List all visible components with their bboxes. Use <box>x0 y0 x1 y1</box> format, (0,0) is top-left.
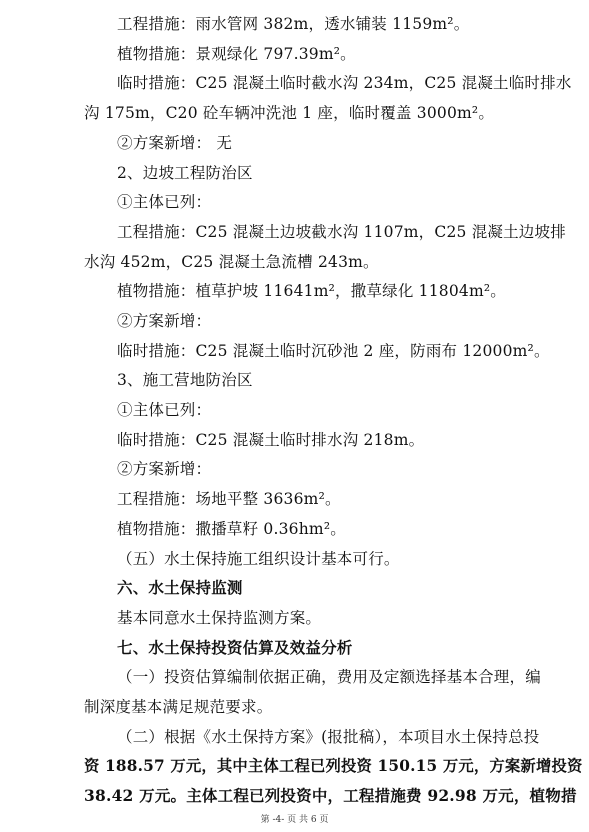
chapter-heading: 七、水土保持投资估算及效益分析 <box>117 637 353 657</box>
text-line: 工程措施：场地平整 3636m²。 <box>117 490 341 509</box>
text-line: ①主体已列： <box>117 401 212 419</box>
text-line: 临时措施：C25 混凝土临时沉砂池 2 座，防雨布 12000m²。 <box>117 341 550 360</box>
text-line: ①主体已列： <box>117 193 212 212</box>
text-line: （一）投资估算编制依据正确，费用及定额选择基本合理，编 <box>117 668 541 687</box>
text-line: 沟 175m，C20 砼车辆冲洗池 1 座，临时覆盖 3000m²。 <box>84 104 495 123</box>
text-line: 2、边坡工程防治区 <box>117 163 253 182</box>
text-line: 植物措施：景观绿化 797.39m²。 <box>117 44 356 63</box>
text-line: ②方案新增： <box>117 311 212 330</box>
text-line: 制深度基本满足规范要求。 <box>84 697 273 716</box>
text-line: （二）根据《水土保持方案》(报批稿），本项目水土保持总投 <box>117 727 540 746</box>
text-line: 临时措施：C25 混凝土临时排水沟 218m。 <box>117 430 425 449</box>
text-line: ②方案新增： 无 <box>117 133 233 152</box>
text-line: 工程措施：雨水管网 382m，透水铺装 1159m²。 <box>117 15 470 33</box>
text-line: 植物措施：撒播草籽 0.36hm²。 <box>117 519 346 538</box>
chapter-heading: 六、水土保持监测 <box>117 578 243 598</box>
text-line: 3、施工营地防治区 <box>117 371 253 390</box>
text-line: 临时措施：C25 混凝土临时截水沟 234m，C25 混凝土临时排水 <box>117 74 572 93</box>
text-line: 基本同意水土保持监测方案。 <box>117 608 322 627</box>
text-line: 资 188.57 万元，其中主体工程已列投资 150.15 万元，方案新增投资 <box>84 756 583 776</box>
text-line: 植物措施：植草护坡 11641m²，撒草绿化 11804m²。 <box>117 282 506 301</box>
text-line: 水沟 452m，C25 混凝土急流槽 243m。 <box>84 252 379 271</box>
text-line: 38.42 万元。主体工程已列投资中，工程措施费 92.98 万元，植物措 <box>84 786 577 805</box>
text-line: ②方案新增： <box>117 460 212 479</box>
text-line: （五）水土保持施工组织设计基本可行。 <box>117 549 400 568</box>
text-line: 工程措施：C25 混凝土边坡截水沟 1107m，C25 混凝土边坡排 <box>117 222 566 241</box>
page-footer: 第 -4- 页 共 6 页 <box>260 815 329 825</box>
